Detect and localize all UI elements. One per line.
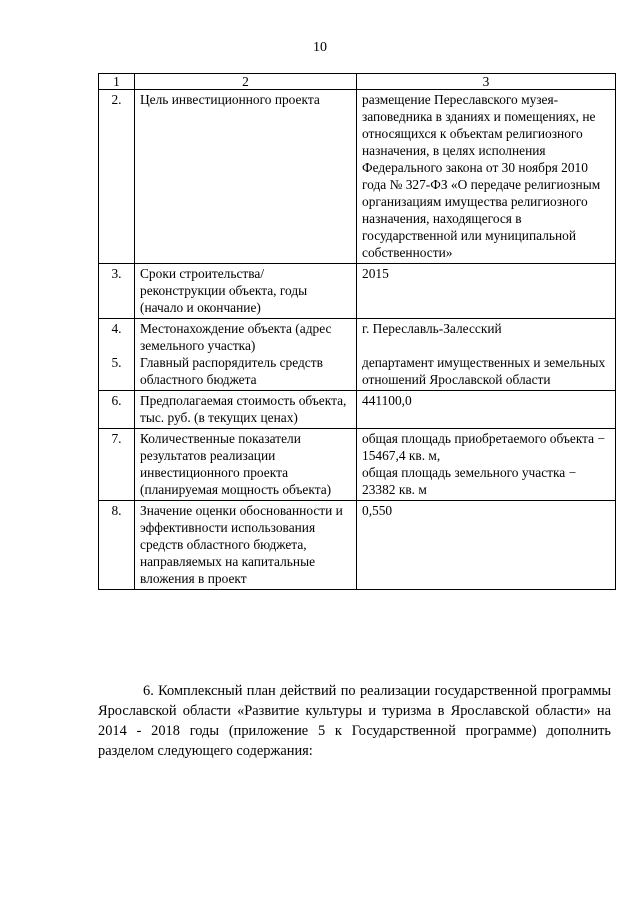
table-row [99, 90, 616, 264]
table-header-row [99, 74, 616, 90]
header-cell-2: 2 [135, 74, 357, 90]
body-paragraph: 6. Комплексный план действий по реализации государственной программы Ярославской области «Развитие культуры и туризма в Ярославской области» на 2014 - 2018 годы (приложение 5 к Государственной программе) дополнить разделом следующего содержания: [98, 683, 611, 759]
row-label-a: Местонахождение объекта (адрес земельного участка) [140, 321, 332, 353]
row-value-b: общая площадь земельного участка − 23382 кв. м [362, 465, 577, 497]
row-label: Сроки строительства/ реконструкции объекта, годы (начало и окончание) [135, 264, 357, 319]
row-number: 3. [99, 264, 135, 319]
row-label: Значение оценки обоснованности и эффективности использования средств областного бюджета, направляемых на капитальные вложения в проект [135, 501, 357, 590]
row-value [357, 319, 616, 391]
table-row [99, 391, 616, 429]
table-row [99, 429, 616, 501]
page-number: 10 [313, 40, 327, 55]
row-number-a: 4. [111, 321, 122, 336]
row-value-b: департамент имущественных и земельных отношений Ярославской области [362, 355, 606, 387]
table-row [99, 264, 616, 319]
table-row [99, 319, 616, 391]
row-value: 441100,0 [357, 391, 616, 429]
row-label: Цель инвестиционного проекта [135, 90, 357, 264]
table-row [99, 501, 616, 590]
project-table [98, 73, 616, 590]
row-label [135, 319, 357, 391]
header-cell-3: 3 [357, 74, 616, 90]
row-number: 7. [99, 429, 135, 501]
row-number: 2. [99, 90, 135, 264]
row-value: размещение Переславского музея-заповедника в зданиях и помещениях, не относящихся к объектам религиозного назначения, в целях исполнения Федерального закона от 30 ноября 2010 года № 327-ФЗ «О передаче религиозным организациям имущества религиозного назначения, находящегося в государственной или муниципальной собственности» [357, 90, 616, 264]
row-number: 8. [99, 501, 135, 590]
row-value-a: г. Переславль-Залесский [362, 321, 502, 336]
row-label-b: Главный распорядитель средств областного бюджета [140, 355, 323, 387]
row-label: Предполагаемая стоимость объекта, тыс. руб. (в текущих ценах) [135, 391, 357, 429]
row-value: 2015 [357, 264, 616, 319]
row-value: 0,550 [357, 501, 616, 590]
row-label: Количественные показатели результатов реализации инвестиционного проекта (планируемая мощность объекта) [135, 429, 357, 501]
row-number: 6. [99, 391, 135, 429]
header-cell-1: 1 [99, 74, 135, 90]
row-number-b: 5. [111, 355, 122, 370]
row-value [357, 429, 616, 501]
row-value-a: общая площадь приобретаемого объекта − 15467,4 кв. м, [362, 431, 606, 463]
row-number [99, 319, 135, 391]
